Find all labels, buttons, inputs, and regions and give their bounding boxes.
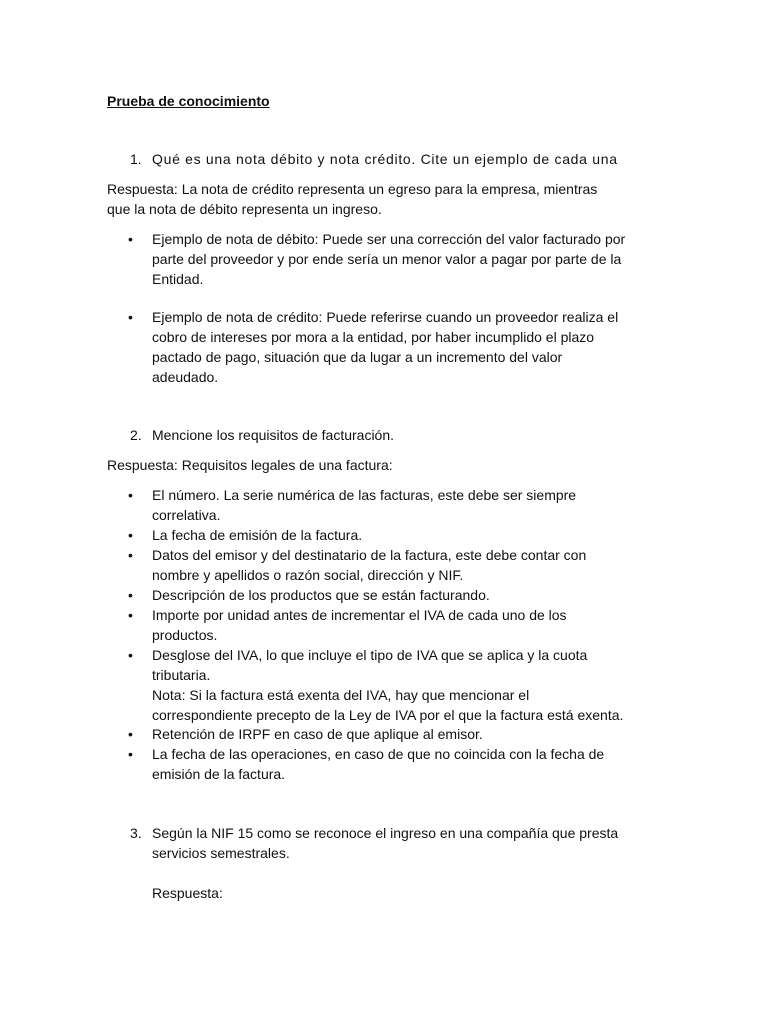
list-item-text: adeudado.	[152, 369, 219, 385]
q3-question-line: Según la NIF 15 como se reconoce el ingreso en una compañía que presta	[152, 825, 619, 841]
list-item-text: Retención de IRPF en caso de que aplique al emisor.	[152, 726, 483, 742]
list-item-text: cobro de intereses por mora a la entidad, por haber incumplido el plazo	[152, 329, 595, 345]
q3-answer: Respuesta:	[152, 885, 223, 901]
bullet-icon: •	[128, 309, 133, 325]
list-item-text: El número. La serie numérica de las facturas, este debe ser siempre	[152, 487, 577, 503]
bullet-icon: •	[128, 647, 133, 663]
bullet-icon: •	[128, 726, 133, 742]
list-item-text: Entidad.	[152, 271, 204, 287]
list-item-text: Descripción de los productos que se están facturando.	[152, 587, 490, 603]
list-item-text: La fecha de emisión de la factura.	[152, 527, 363, 543]
list-item-text: pactado de pago, situación que da lugar a un incremento del valor	[152, 349, 563, 365]
q2-question: Mencione los requisitos de facturación.	[152, 427, 395, 443]
bullet-icon: •	[128, 607, 133, 623]
list-item-text: parte del proveedor y por ende sería un menor valor a pagar por parte de la	[152, 251, 622, 267]
list-item-text: Ejemplo de nota de débito: Puede ser una corrección del valor facturado por	[152, 231, 626, 247]
q2-number: 2.	[130, 427, 142, 443]
list-item-text: productos.	[152, 627, 218, 643]
list-item-text: correspondiente precepto de la Ley de IVA por el que la factura está exenta.	[152, 707, 624, 723]
q3-number: 3.	[130, 825, 142, 841]
list-item-text: Importe por unidad antes de incrementar el IVA de cada uno de los	[152, 607, 567, 623]
list-item-text: Nota: Si la factura está exenta del IVA, hay que mencionar el	[152, 687, 530, 703]
list-item-text: La fecha de las operaciones, en caso de que no coincida con la fecha de	[152, 746, 605, 762]
q1-question: Qué es una nota débito y nota crédito. Cite un ejemplo de cada una	[152, 151, 618, 167]
q2-answer: Respuesta: Requisitos legales de una factura:	[107, 457, 393, 473]
list-item-text: correlativa.	[152, 507, 221, 523]
bullet-icon: •	[128, 587, 133, 603]
q1-answer-line: Respuesta: La nota de crédito representa un egreso para la empresa, mientras	[107, 181, 598, 197]
list-item-text: Datos del emisor y del destinatario de la factura, este debe contar con	[152, 547, 587, 563]
list-item-text: nombre y apellidos o razón social, dirección y NIF.	[152, 567, 464, 583]
q3-question-line: servicios semestrales.	[152, 845, 290, 861]
list-item-text: Desglose del IVA, lo que incluye el tipo de IVA que se aplica y la cuota	[152, 647, 588, 663]
bullet-icon: •	[128, 231, 133, 247]
q1-answer-line: que la nota de débito representa un ingreso.	[107, 201, 382, 217]
q1-number: 1.	[130, 151, 142, 167]
list-item-text: tributaria.	[152, 667, 211, 683]
bullet-icon: •	[128, 487, 133, 503]
bullet-icon: •	[128, 547, 133, 563]
list-item-text: Ejemplo de nota de crédito: Puede referirse cuando un proveedor realiza el	[152, 309, 619, 325]
list-item-text: emisión de la factura.	[152, 766, 286, 782]
bullet-icon: •	[128, 527, 133, 543]
page-title: Prueba de conocimiento	[107, 93, 270, 109]
bullet-icon: •	[128, 746, 133, 762]
